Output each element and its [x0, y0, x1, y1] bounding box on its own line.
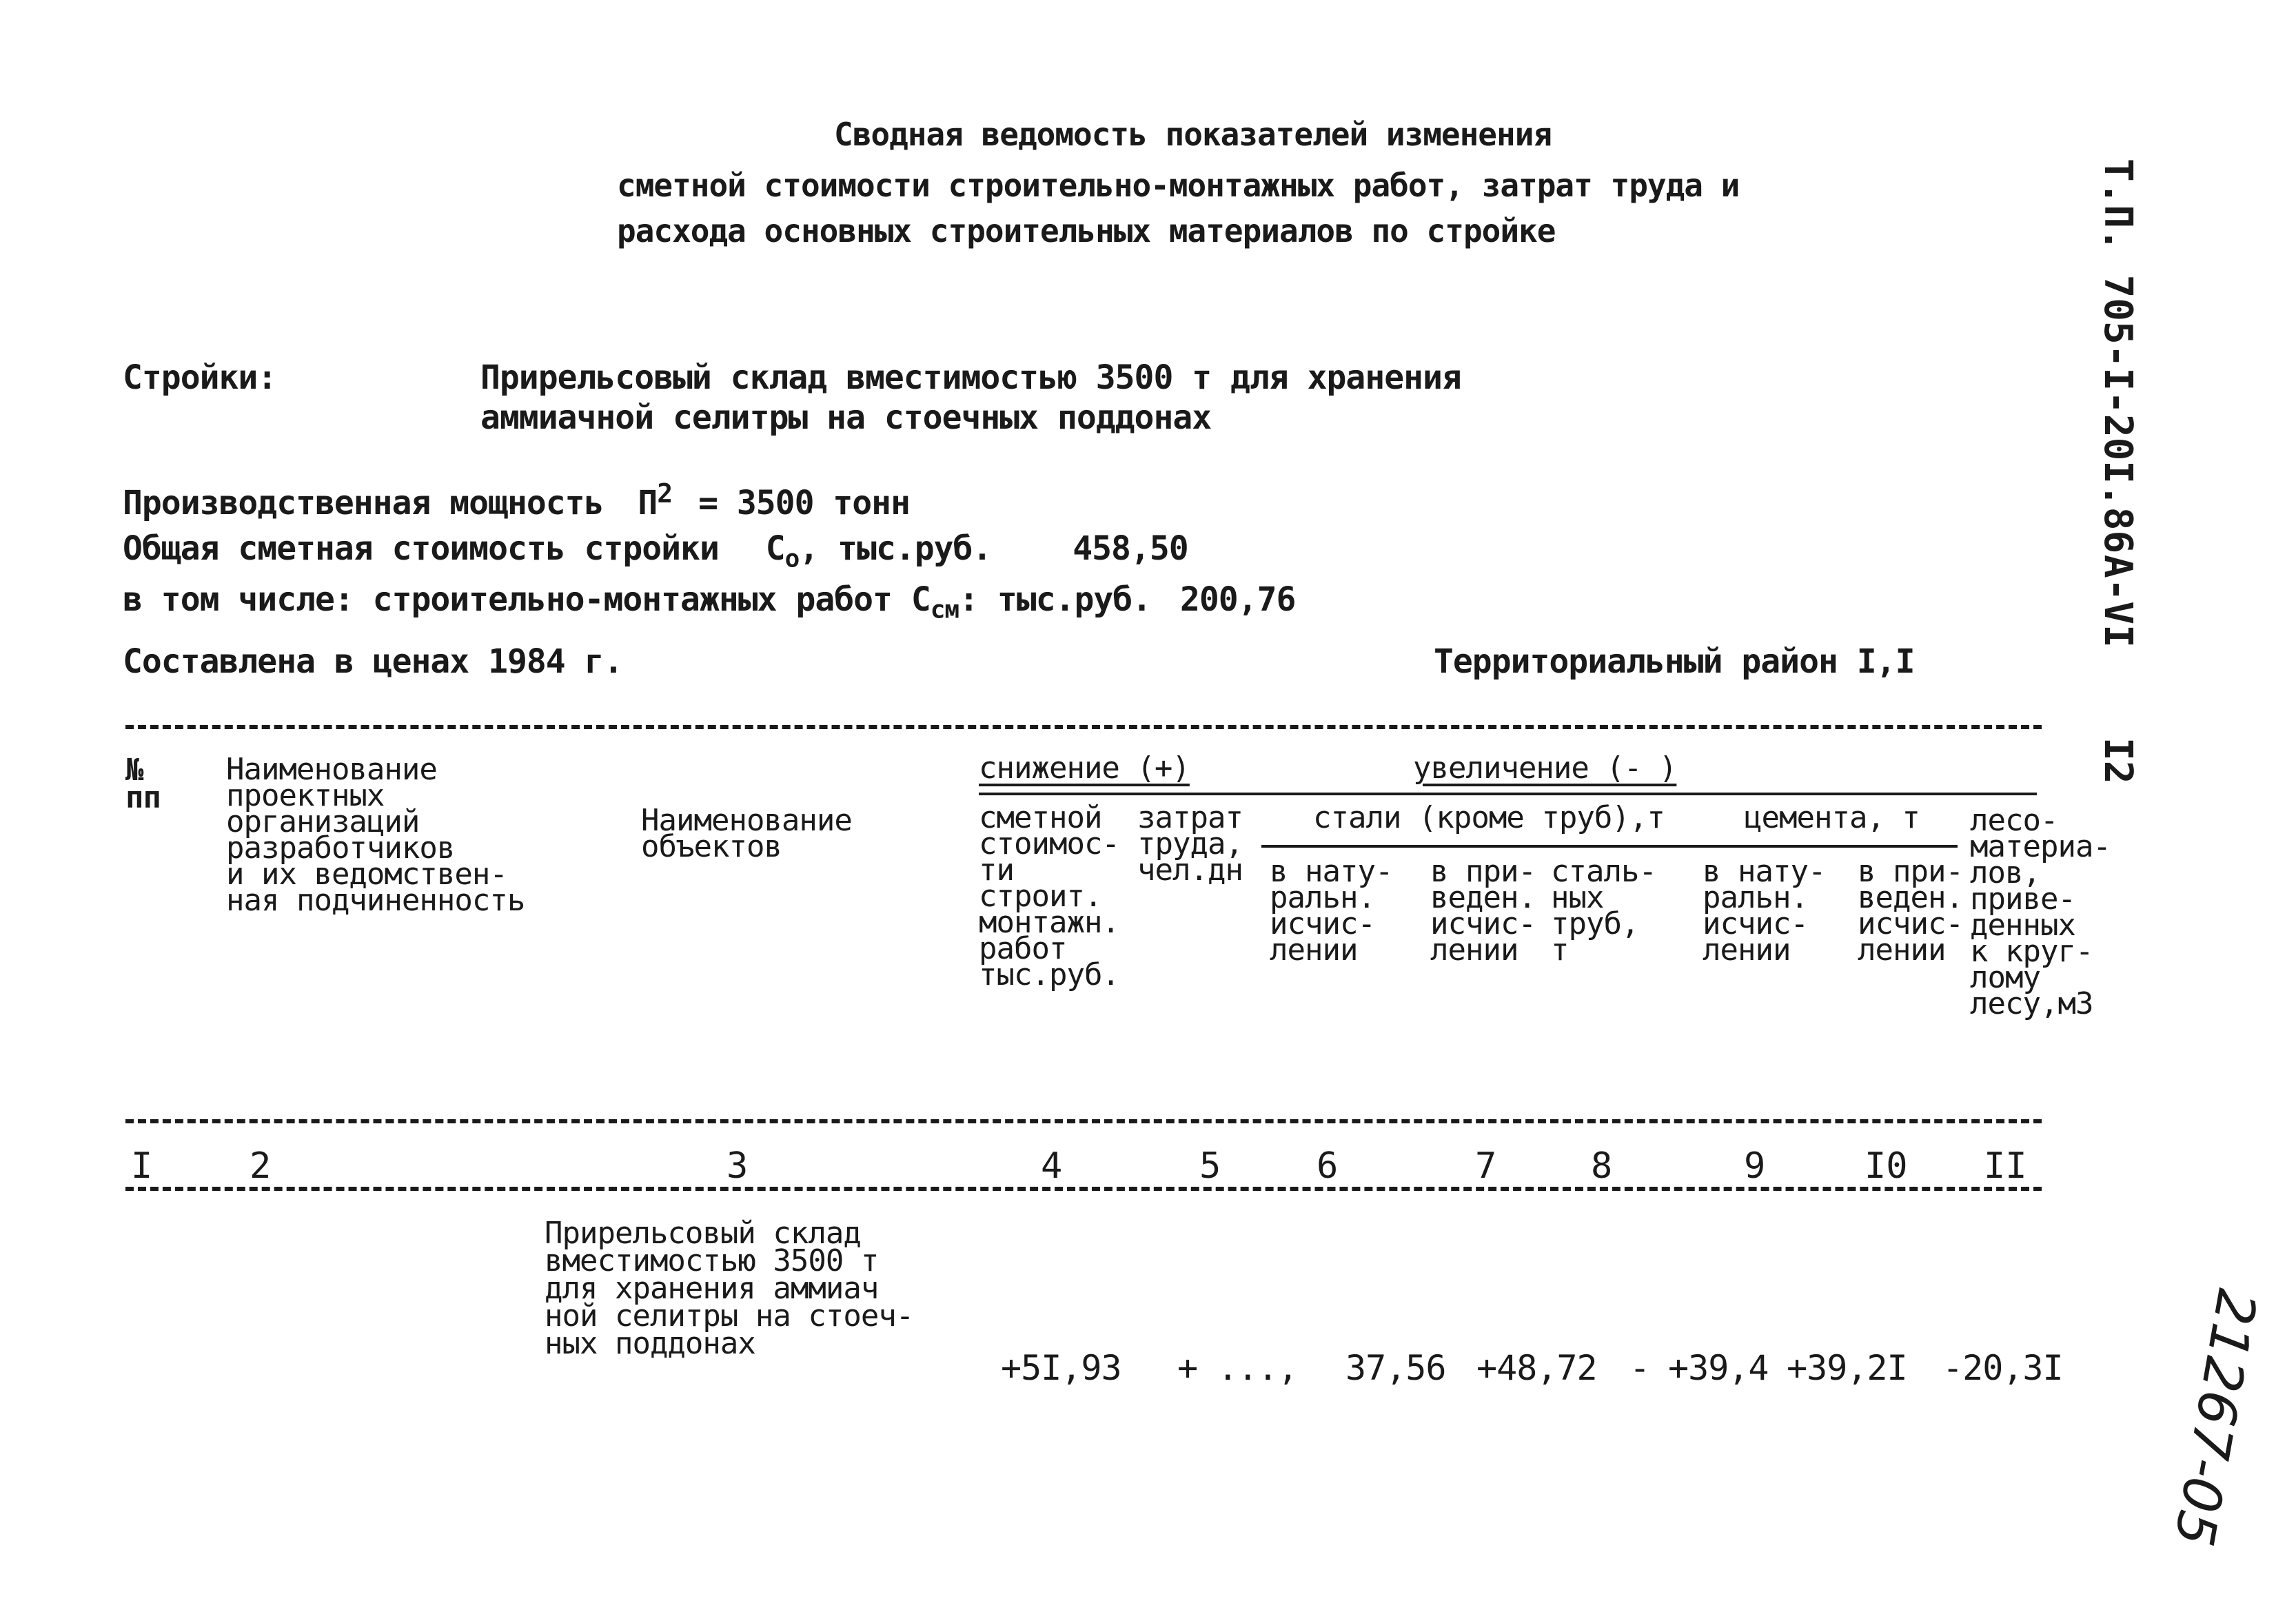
- row-cement-reduced-value: +39,2I: [1787, 1348, 1907, 1388]
- row-timber-value: -20,3I: [1942, 1348, 2063, 1388]
- col-number-5: 5: [1199, 1145, 1221, 1187]
- row-object-name: Прирельсовый склад вместимостью 3500 т для хранения аммиач ной селитры на стоеч- ных поддонах: [545, 1216, 914, 1361]
- col-number-2: 2: [250, 1145, 272, 1187]
- side-page: I2: [2095, 737, 2140, 784]
- col-number-3: 3: [727, 1145, 749, 1187]
- col-number-11: II: [1984, 1145, 2027, 1187]
- handwritten-number: 21267-05: [2162, 1285, 2268, 1551]
- total-cost-sub: о: [784, 544, 800, 573]
- smr-cost-units: : тыс.руб.: [959, 580, 1152, 619]
- project-name-line-1: Прирельсовый склад вместимостью 3500 т для хранения: [480, 358, 1461, 397]
- territory: Территориальный район I,I: [1434, 642, 1915, 681]
- col-header-org: Наименование проектных организаций разработчиков и их ведомствен- ная подчиненность: [226, 752, 525, 918]
- table-top-rule: [125, 725, 2042, 729]
- col-header-timber: лесо- материа- лов, приве- денных к круг- лому лесу,м3: [1970, 803, 2111, 1021]
- group-decrease: снижение (+): [979, 751, 1190, 786]
- total-cost-symbol: С: [765, 529, 785, 568]
- capacity-symbol: П: [638, 484, 658, 522]
- total-cost-units: , тыс.руб.: [799, 529, 992, 568]
- col-number-8: 8: [1591, 1145, 1613, 1187]
- prices-year: Составлена в ценах 1984 г.: [123, 642, 623, 681]
- col-header-cost: сметной стоимос- ти строит. монтажн. работ тыс.руб.: [979, 800, 1119, 992]
- col-number-rule: [125, 1187, 2042, 1191]
- row-labor-value: + ...,: [1177, 1348, 1298, 1388]
- capacity-sup: 2: [657, 478, 673, 509]
- col-header-steel-reduced: в при- веден. исчис- лении: [1430, 854, 1536, 968]
- project-label: Стройки:: [123, 358, 277, 397]
- smr-cost-label: в том числе: строительно-монтажных работ С: [123, 580, 931, 619]
- col-number-10: I0: [1865, 1145, 1908, 1187]
- capacity-value: = 3500 тонн: [698, 484, 910, 522]
- col-header-cement-reduced: в при- веден. исчис- лении: [1858, 854, 1963, 968]
- col-header-labor: затрат труда, чел.дн: [1137, 800, 1243, 888]
- row-steel-reduced-value: +48,72: [1476, 1348, 1597, 1388]
- side-album: А-VI: [2095, 555, 2140, 648]
- col-header-cement-natural: в нату- ральн. исчис- лении: [1703, 854, 1826, 968]
- title-line-2: сметной стоимости строительно-монтажных работ, затрат труда и: [617, 167, 1740, 204]
- row-pipes-value: -: [1629, 1348, 1650, 1388]
- col-number-6: 6: [1317, 1145, 1339, 1187]
- smr-cost-line: [123, 580, 1295, 624]
- title-line-3: расхода основных строительных материалов по стройке: [617, 212, 1556, 249]
- subgroup-rule: [1261, 845, 1958, 848]
- col-header-num: № пп: [125, 753, 161, 815]
- total-cost-label: Общая сметная стоимость стройки: [123, 529, 719, 568]
- side-code: Т.П. 705-I-20I.86: [2095, 159, 2140, 554]
- group-steel: стали (кроме труб),т: [1313, 800, 1665, 835]
- col-number-7: 7: [1475, 1145, 1497, 1187]
- col-number-9: 9: [1744, 1145, 1766, 1187]
- group-increase: увеличение (- ): [1413, 751, 1677, 786]
- project-name-line-2: аммиачной селитры на стоечных поддонах: [480, 398, 1212, 437]
- capacity-line: [123, 478, 910, 522]
- smr-cost-sub: см: [930, 595, 959, 624]
- row-steel-natural-value: 37,56: [1345, 1348, 1446, 1388]
- col-header-objects: Наименование объектов: [641, 803, 852, 864]
- col-header-pipes: сталь- ных труб, т: [1551, 854, 1656, 968]
- col-number-1: I: [131, 1145, 153, 1187]
- col-number-4: 4: [1041, 1145, 1063, 1187]
- row-cost-value: +5I,93: [1001, 1348, 1121, 1388]
- table-header-rule: [125, 1119, 2042, 1123]
- group-rule: [979, 793, 2037, 795]
- capacity-label: Производственная мощность: [123, 484, 604, 522]
- row-cement-natural-value: +39,4: [1668, 1348, 1769, 1388]
- smr-cost-value: 200,76: [1179, 580, 1296, 619]
- col-header-steel-natural: в нату- ральн. исчис- лении: [1270, 854, 1393, 968]
- total-cost-value: 458,50: [1073, 529, 1188, 568]
- group-cement: цемента, т: [1744, 800, 1920, 835]
- total-cost-line: [123, 529, 1188, 573]
- title-line-1: Сводная ведомость показателей изменения: [834, 116, 1552, 153]
